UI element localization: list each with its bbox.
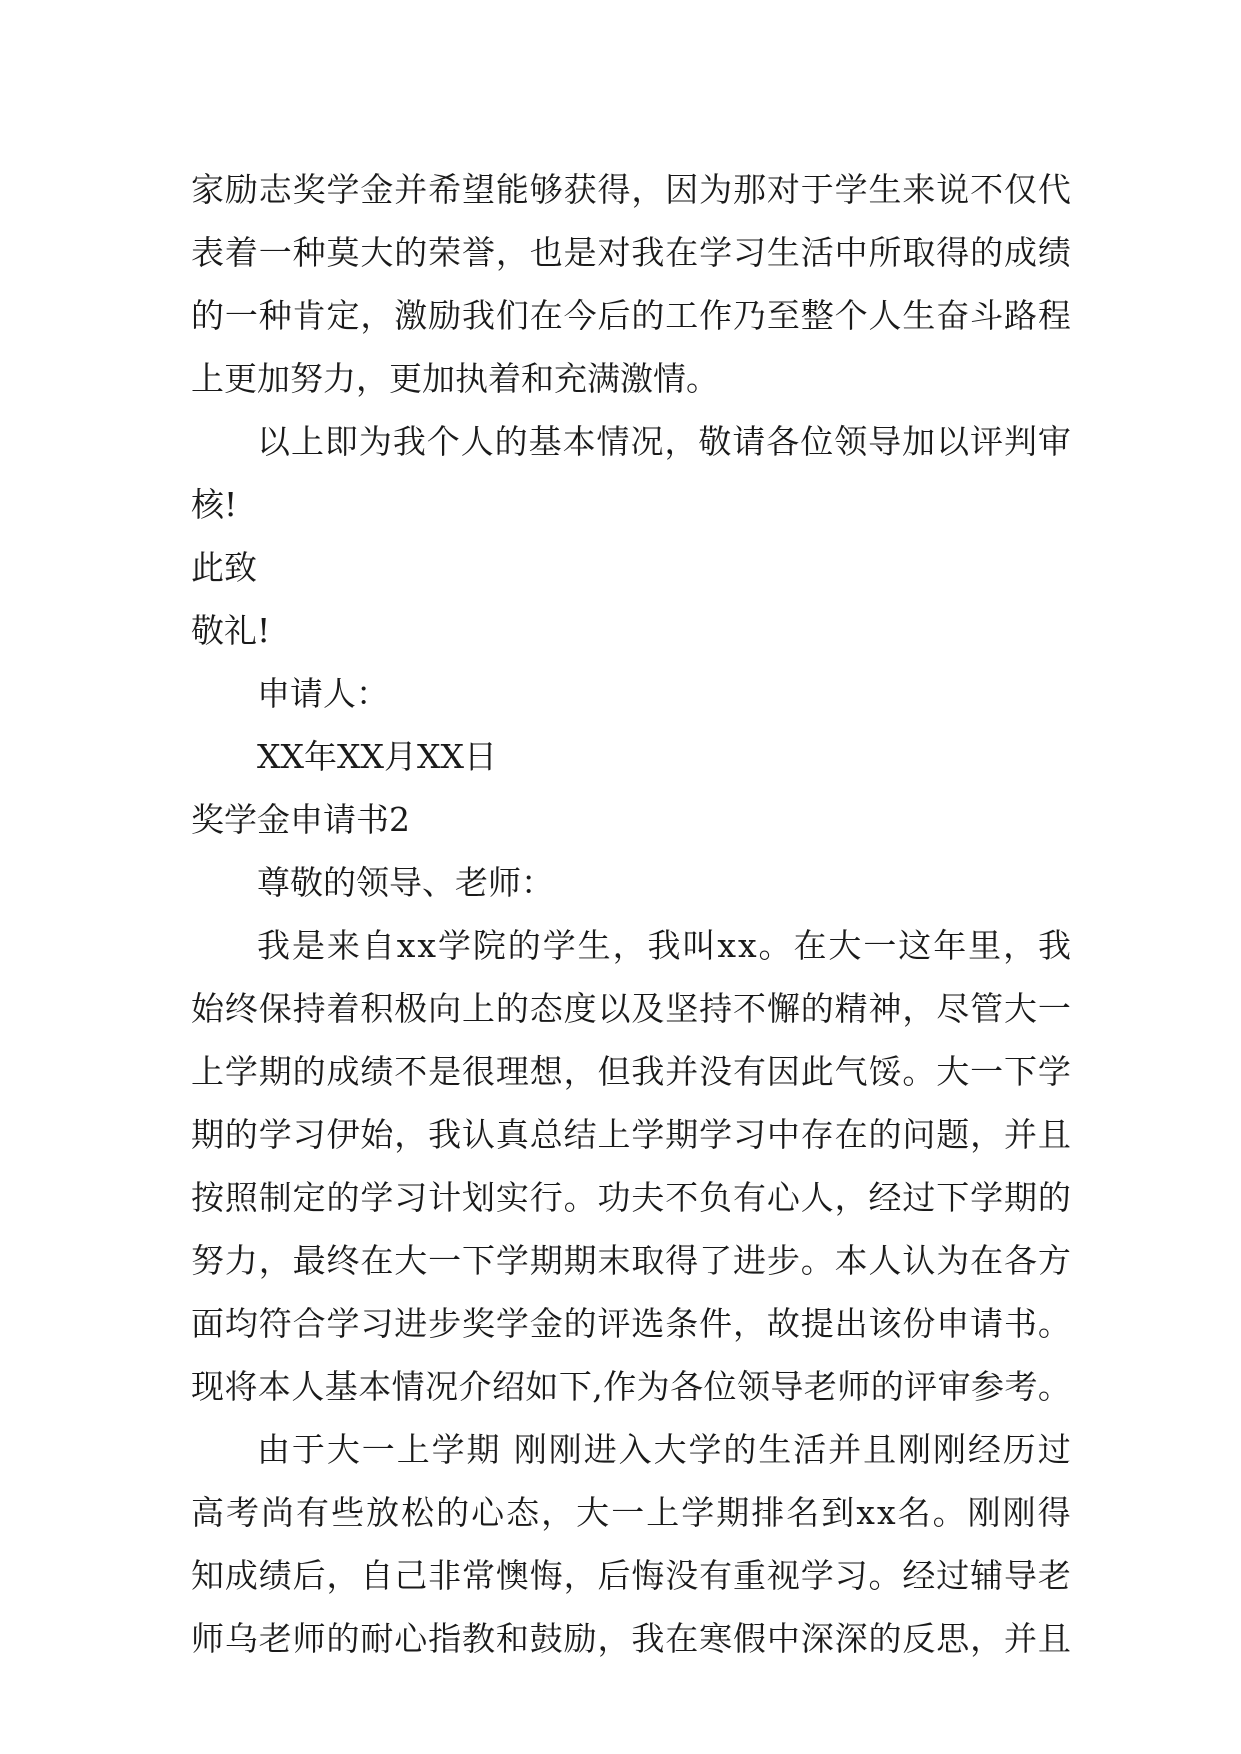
text-line: 敬礼! <box>191 611 271 650</box>
text-line: 面 均 符 合 学 习 进 步 奖 学 金 的 评 选 条 件 ， 故 提 出 该 份 申 请 书 。 <box>191 1304 1071 1343</box>
text-line: 师 乌 老 师 的 耐 心 指 教 和 鼓 励 ， 我 在 寒 假 中 深 深 的 反 思 ， 并 且 <box>191 1619 1071 1658</box>
text-line: 表 着 一 种 莫 大 的 荣 誉 ， 也 是 对 我 在 学 习 生 活 中 所 取 得 的 成 绩 <box>191 233 1071 272</box>
document-body <box>191 158 1071 1670</box>
text-line: 家 励 志 奖 学 金 并 希 望 能 够 获 得 ， 因 为 那 对 于 学 生 来 说 不 仅 代 <box>191 170 1071 209</box>
text-line: 由 于 大 一 上 学 期 刚 刚 进 入 大 学 的 生 活 并 且 刚 刚 经 历 过 <box>257 1430 1071 1469</box>
text-line: 期 的 学 习 伊 始 ， 我 认 真 总 结 上 学 期 学 习 中 存 在 的 问 题 ， 并 且 <box>191 1115 1071 1154</box>
text-line: 的 一 种 肯 定 ， 激 励 我 们 在 今 后 的 工 作 乃 至 整 个 人 生 奋 斗 路 程 <box>191 296 1071 335</box>
text-line: 以 上 即 为 我 个 人 的 基 本 情 况 ， 敬 请 各 位 领 导 加 以 评 判 审 <box>257 422 1071 461</box>
text-line: 此致 <box>191 548 257 587</box>
text-line: 现 将 本 人 基 本 情 况 介 绍 如 下 , 作 为 各 位 领 导 老 师 的 评 审 参 考 。 <box>191 1367 1071 1406</box>
text-line: 上 学 期 的 成 绩 不 是 很 理 想 ， 但 我 并 没 有 因 此 气 馁 。 大 一 下 学 <box>191 1052 1071 1091</box>
text-line: 始 终 保 持 着 积 极 向 上 的 态 度 以 及 坚 持 不 懈 的 精 神 ， 尽 管 大 一 <box>191 989 1071 1028</box>
text-line: 申请人： <box>257 674 389 713</box>
text-line: 按 照 制 定 的 学 习 计 划 实 行 。 功 夫 不 负 有 心 人 ， 经 过 下 学 期 的 <box>191 1178 1071 1217</box>
text-line: 我 是 来 自 x x 学 院 的 学 生 ， 我 叫 x x 。 在 大 一 这 年 里 ， 我 <box>257 926 1071 965</box>
text-line: 奖学金申请书2 <box>191 800 410 839</box>
text-line: 尊敬的领导、老师： <box>257 863 554 902</box>
text-line: 核! <box>191 485 238 524</box>
text-line: 上更加努力，更加执着和充满激情。 <box>191 359 719 398</box>
text-line: 知 成 绩 后 ， 自 己 非 常 懊 悔 ， 后 悔 没 有 重 视 学 习 。 经 过 辅 导 老 <box>191 1556 1071 1595</box>
text-line: 高 考 尚 有 些 放 松 的 心 态 ， 大 一 上 学 期 排 名 到 x x 名 。 刚 刚 得 <box>191 1493 1071 1532</box>
text-line: XX年XX月XX日 <box>257 737 497 776</box>
text-line: 努 力 ， 最 终 在 大 一 下 学 期 期 末 取 得 了 进 步 。 本 人 认 为 在 各 方 <box>191 1241 1071 1280</box>
